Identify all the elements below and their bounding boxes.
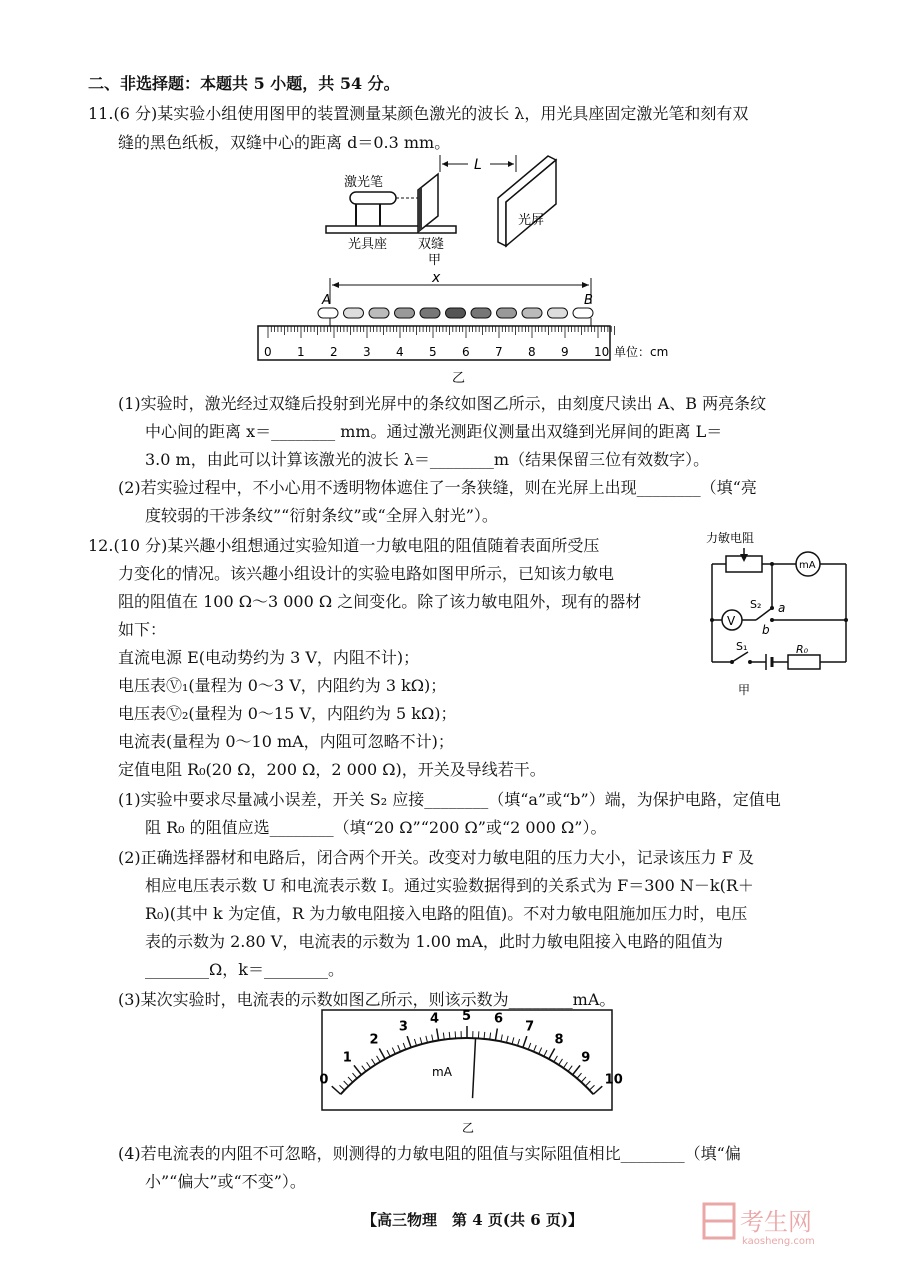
meter-tick-label: 6 <box>494 1011 504 1027</box>
q12-stem-line: 定值电阻 R₀(20 Ω，200 Ω，2 000 Ω)，开关及导线若干。 <box>118 760 546 779</box>
ammeter-label: mA <box>799 560 816 571</box>
screen-label: 光屏 <box>518 213 545 228</box>
fig-apparatus <box>318 150 578 268</box>
ruler-tick-label: 9 <box>561 345 569 359</box>
fringe <box>548 308 568 318</box>
bench-label: 光具座 <box>348 237 388 252</box>
meter-frame <box>322 1010 612 1110</box>
q12-stem-line: 力变化的情况。该兴趣小组设计的实验电路如图甲所示，已知该力敏电 <box>118 564 615 583</box>
q11-stem-line: 11.(6 分)某实验小组使用图甲的装置测量某颜色激光的波长 λ，用光具座固定激光笔和刻有双 <box>88 104 749 123</box>
q12-part4-line: 小”“偏大”或“不变”）。 <box>145 1172 306 1191</box>
q12-stem-line: 直流电源 E(电动势约为 3 V，内阻不计)； <box>118 648 420 667</box>
q11-part1-line: 中心间的距离 x＝________ mm。通过激光测距仪测量出双缝到光屏间的距离 L＝ <box>145 422 723 441</box>
q12-part2-line: (2)正确选择器材和电路后，闭合两个开关。改变对力敏电阻的压力大小，记录该压力 F 及 <box>118 848 754 867</box>
q12-part4-line: (4)若电流表的内阻不可忽略，则测得的力敏电阻的阻值与实际阻值相比________（填“偏 <box>118 1144 741 1163</box>
laser-label: 激光笔 <box>344 175 384 190</box>
fringe <box>420 308 440 318</box>
ruler-tick-label: 2 <box>330 345 338 359</box>
fringe <box>369 308 389 318</box>
meter-tick-label: 7 <box>525 1019 535 1035</box>
meter-tick-label: 9 <box>581 1050 591 1066</box>
circuit-caption: 甲 <box>738 683 751 697</box>
fig-yi-caption: 乙 <box>452 371 466 386</box>
fig-circuit <box>700 528 860 700</box>
meter-tick-label: 4 <box>429 1011 440 1027</box>
fringe <box>471 308 491 318</box>
q11-part2-line: 度较弱的干涉条纹”“衍射条纹”或“全屏入射光”）。 <box>145 506 498 525</box>
ruler-tick-label: 10 <box>594 345 610 359</box>
q12-part2-line: R₀)(其中 k 为定值，R 为力敏电阻接入电路的阻值)。不对力敏电阻施加压力时，电压 <box>145 904 748 923</box>
q11-stem-line: 缝的黑色纸板，双缝中心的距离 d＝0.3 mm。 <box>118 133 451 152</box>
meter-tick-label: 0 <box>319 1072 329 1088</box>
fringe <box>497 308 517 318</box>
fig-meter <box>319 1008 623 1138</box>
a-label: a <box>778 601 786 615</box>
B-label: B <box>584 293 593 308</box>
ruler-tick-label: 0 <box>264 345 272 359</box>
q12-stem-line: 电压表Ⓥ₁(量程为 0～3 V，内阻约为 3 kΩ)； <box>118 676 447 695</box>
ruler-tick-label: 4 <box>396 345 404 359</box>
meter-tick-label: 2 <box>369 1032 379 1048</box>
q12-part1-line: (1)实验中要求尽量减小误差，开关 S₂ 应接________（填“a”或“b”）端，为保护电路，定值电 <box>118 790 781 809</box>
q11-part1-line: (1)实验时，激光经过双缝后投射到光屏中的条纹如图乙所示，由刻度尺读出 A、B 两亮条纹 <box>118 394 767 413</box>
watermark-brand: 考生网 <box>740 1208 812 1236</box>
q12-part2-line: 相应电压表示数 U 和电流表示数 I。通过实验数据得到的关系式为 F＝300 N－k(R＋ <box>145 876 754 895</box>
slit-label: 双缝 <box>418 237 445 252</box>
meter-caption: 乙 <box>462 1121 475 1135</box>
ruler-tick-label: 3 <box>363 345 371 359</box>
page-footer: 【高三物理 第 4 页(共 6 页)】 <box>362 1211 583 1229</box>
fig-fringes <box>250 268 670 386</box>
q12-part3-line: (3)某次实验时，电流表的示数如图乙所示，则该示数为________mA。 <box>118 990 616 1009</box>
meter-tick-label: 5 <box>462 1009 472 1024</box>
resistor-label: 力敏电阻 <box>706 531 755 545</box>
meter-tick-label: 1 <box>342 1050 352 1066</box>
meter-tick-label: 8 <box>554 1032 564 1048</box>
L-label: L <box>474 157 482 173</box>
voltmeter-label: V <box>727 614 736 628</box>
b-label: b <box>762 623 770 637</box>
q12-part2-line: 表的示数为 2.80 V，电流表的示数为 1.00 mA，此时力敏电阻接入电路的阻值为 <box>145 932 723 951</box>
ruler-tick-label: 8 <box>528 345 536 359</box>
ruler-tick-label: 5 <box>429 345 437 359</box>
fringe <box>573 308 593 318</box>
s1-label: S₁ <box>736 640 748 653</box>
q12-part2-line: ________Ω，k＝________。 <box>145 960 344 979</box>
meter-unit: mA <box>432 1065 452 1079</box>
fig-jia-caption: 甲 <box>428 253 442 268</box>
s2-label: S₂ <box>750 598 762 611</box>
q12-stem-line: 12.(10 分)某兴趣小组想通过实验知道一力敏电阻的阻值随着表面所受压 <box>88 536 600 555</box>
watermark <box>700 1198 860 1252</box>
q12-stem-line: 电压表Ⓥ₂(量程为 0～15 V，内阻约为 5 kΩ)； <box>118 704 457 723</box>
q12-stem-line: 如下： <box>118 620 167 639</box>
meter-tick-label: 3 <box>398 1019 408 1035</box>
switch-s1 <box>732 652 748 662</box>
x-label: x <box>432 270 441 286</box>
fringe <box>522 308 542 318</box>
resistor-r0 <box>788 655 820 669</box>
fringe <box>344 308 364 318</box>
section-heading: 二、非选择题：本题共 5 小题，共 54 分。 <box>88 74 400 93</box>
q12-part1-line: 阻 R₀ 的阻值应选________（填“20 Ω”“200 Ω”或“2 000 Ω”）。 <box>145 818 607 837</box>
ruler-tick-label: 7 <box>495 345 503 359</box>
fringe <box>395 308 415 318</box>
A-label: A <box>322 293 331 308</box>
fringe <box>318 308 338 318</box>
q12-stem-line: 电流表(量程为 0～10 mA，内阻可忽略不计)； <box>118 732 454 751</box>
laser-pen <box>350 192 396 204</box>
unit-label: 单位：cm <box>614 345 669 359</box>
q11-part1-line: 3.0 m，由此可以计算该激光的波长 λ＝________m（结果保留三位有效数字）。 <box>145 450 710 469</box>
watermark-site: kaosheng.com <box>742 1236 815 1247</box>
fringe <box>446 308 466 318</box>
q12-stem-line: 阻的阻值在 100 Ω～3 000 Ω 之间变化。除了该力敏电阻外，现有的器材 <box>118 592 642 611</box>
r0-label: R₀ <box>796 643 809 656</box>
meter-tick-label: 10 <box>604 1072 623 1088</box>
ruler-tick-label: 1 <box>297 345 305 359</box>
ruler-tick-label: 6 <box>462 345 470 359</box>
q11-part2-line: (2)若实验过程中，不小心用不透明物体遮住了一条狭缝，则在光屏上出现________（填“亮 <box>118 478 757 497</box>
